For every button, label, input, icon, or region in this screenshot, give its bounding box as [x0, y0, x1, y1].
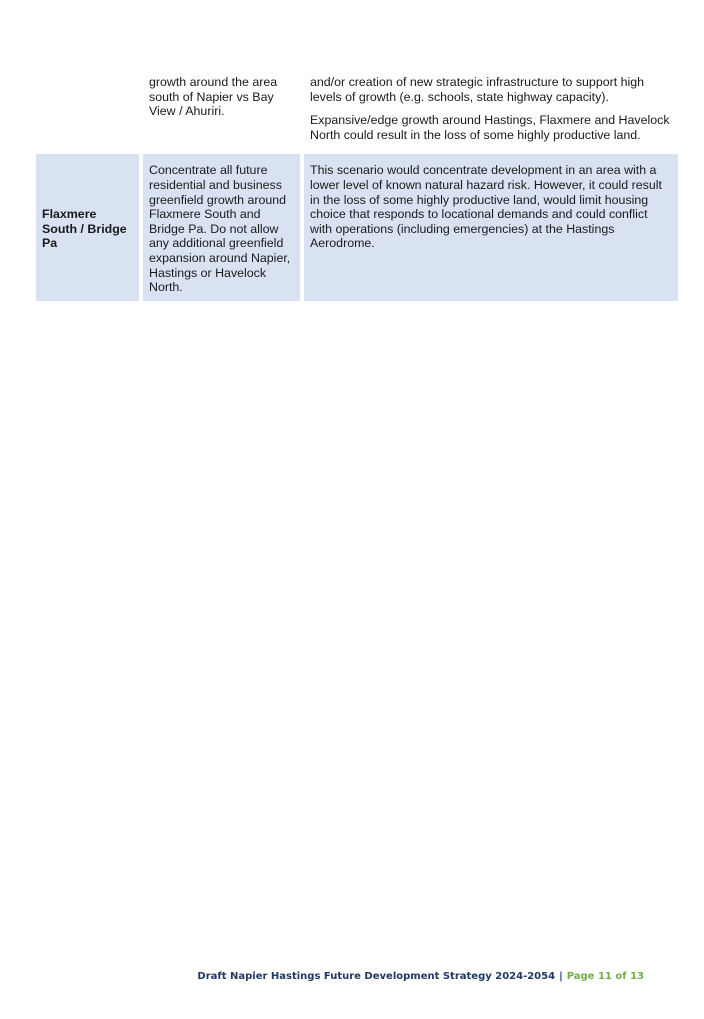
page-footer	[197, 971, 644, 982]
footer-separator: |	[559, 971, 563, 982]
footer-document-title: Draft Napier Hastings Future Development Strategy 2024-2054	[197, 971, 556, 982]
assessment-paragraph: and/or creation of new strategic infrastructure to support high levels of growth (e.g. schools, state highway capacity).	[310, 75, 645, 104]
description-cell: growth around the area south of Napier vs Bay View / Ahuriri.	[143, 70, 300, 150]
footer-page-word: Page	[566, 971, 595, 982]
scenarios-table	[36, 70, 678, 305]
table-row-continued	[36, 70, 678, 150]
footer-page-total: 13	[630, 971, 644, 982]
assessment-cell: This scenario would concentrate development in an area with a lower level of known natural hazard risk. However, it could result in the loss of some highly productive land, would limit housing choice that responds to locational demands and could conflict with operations (including emergencies) at the Hastings Aerodrome.	[304, 154, 678, 300]
scenario-name: Flaxmere South / Bridge Pa	[42, 207, 127, 251]
scenario-name-cell	[36, 154, 139, 300]
table-row	[36, 154, 678, 300]
footer-page-number: 11	[597, 971, 612, 982]
assessment-cell	[304, 70, 678, 150]
scenario-cell-empty	[36, 70, 139, 150]
footer-of-word: of	[615, 971, 627, 982]
description-cell: Concentrate all future residential and business greenfield growth around Flaxmere South and Bridge Pa. Do not allow any additional greenfield expansion around Napier, Hastings or Havelock North.	[143, 154, 300, 300]
assessment-paragraph: Expansive/edge growth around Hastings, Flaxmere and Havelock North could result in the loss of some highly productive land.	[310, 113, 670, 142]
